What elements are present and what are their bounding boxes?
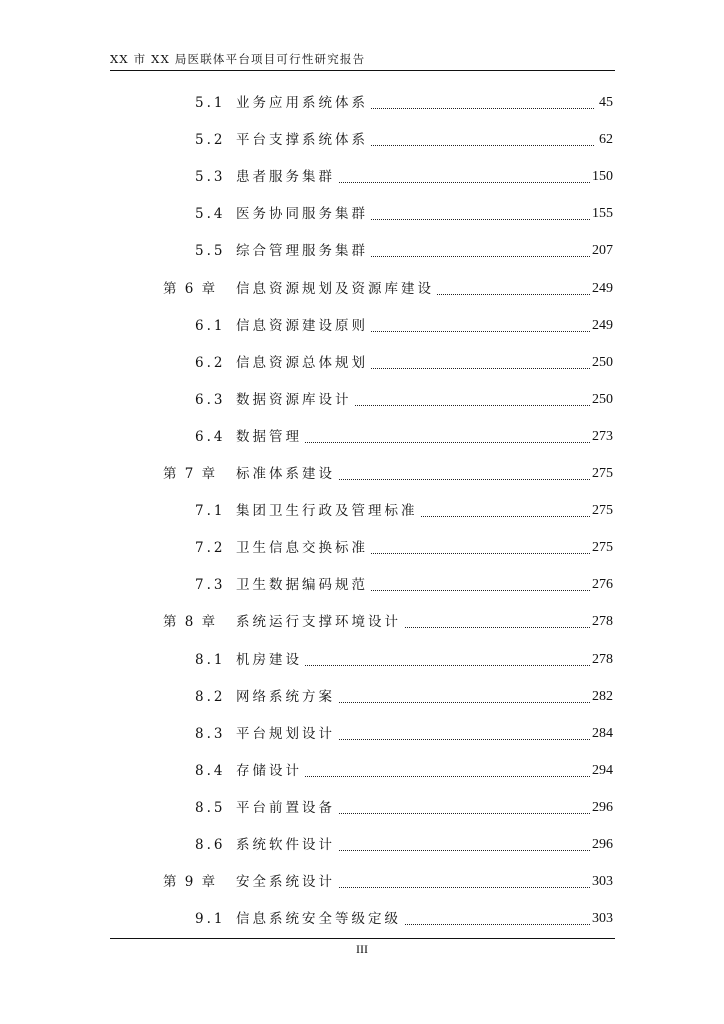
toc-chapter-entry[interactable] <box>0 611 724 633</box>
toc-entry-title: 存储设计 <box>236 760 305 782</box>
toc-section-entry[interactable] <box>0 760 724 782</box>
toc-entry-title: 标准体系建设 <box>236 463 338 485</box>
toc-entry-page: 250 <box>590 389 613 411</box>
toc-entry-number: 6.4 <box>195 428 226 445</box>
toc-entry-page: 275 <box>590 537 613 559</box>
toc-section-entry[interactable] <box>0 203 724 225</box>
toc-entry-title: 平台支撑系统体系 <box>236 129 371 151</box>
toc-entry-page: 207 <box>590 240 613 262</box>
toc-dot-leader <box>300 887 594 888</box>
toc-entry-title: 系统运行支撑环境设计 <box>236 611 404 633</box>
toc-entry-title: 系统软件设计 <box>236 834 338 856</box>
toc-entry-number: 6.3 <box>195 391 226 408</box>
toc-entry-title: 安全系统设计 <box>236 871 338 893</box>
toc-entry-page: 249 <box>590 315 613 337</box>
toc-entry-number: 7.1 <box>195 503 226 520</box>
toc-entry-number: 5.3 <box>195 169 226 186</box>
toc-entry-number: 7.3 <box>195 577 226 594</box>
toc-entry-page: 296 <box>590 834 613 856</box>
toc-entry-title: 医务协同服务集群 <box>236 203 371 225</box>
toc-entry-page: 150 <box>590 166 613 188</box>
toc-entry-title: 机房建设 <box>236 649 305 671</box>
toc-entry-number: 6.2 <box>195 354 226 371</box>
toc-dot-leader <box>300 442 594 443</box>
toc-dot-leader <box>300 479 594 480</box>
toc-entry-page: 278 <box>590 611 613 633</box>
toc-entry-page: 284 <box>590 723 613 745</box>
toc-entry-title: 业务应用系统体系 <box>236 92 371 114</box>
toc-section-entry[interactable] <box>0 797 724 819</box>
toc-dot-leader <box>300 665 594 666</box>
toc-entry-page: 45 <box>597 92 613 114</box>
toc-entry-page: 296 <box>590 797 613 819</box>
toc-entry-number: 8.5 <box>195 799 226 816</box>
page-number: III <box>356 942 368 956</box>
toc-section-entry[interactable] <box>0 908 724 930</box>
toc-entry-page: 303 <box>590 908 613 930</box>
toc-entry-number: 9.1 <box>195 911 226 928</box>
toc-entry-page: 275 <box>590 500 613 522</box>
toc-section-entry[interactable] <box>0 352 724 374</box>
toc-section-entry[interactable] <box>0 500 724 522</box>
toc-entry-title: 信息资源规划及资源库建设 <box>236 278 437 300</box>
toc-section-entry[interactable] <box>0 389 724 411</box>
toc-entry-title: 集团卫生行政及管理标准 <box>236 500 421 522</box>
toc-entry-title: 综合管理服务集群 <box>236 240 371 262</box>
toc-entry-page: 249 <box>590 278 613 300</box>
toc-entry-page: 282 <box>590 686 613 708</box>
toc-entry-page: 303 <box>590 871 613 893</box>
toc-dot-leader <box>300 813 594 814</box>
toc-section-entry[interactable] <box>0 723 724 745</box>
toc-entry-page: 275 <box>590 463 613 485</box>
toc-dot-leader <box>300 739 594 740</box>
toc-entry-title: 卫生信息交换标准 <box>236 537 371 559</box>
toc-entry-number: 第 7 章 <box>163 466 218 482</box>
toc-entry-number: 7.2 <box>195 540 226 557</box>
toc-entry-page: 250 <box>590 352 613 374</box>
toc-entry-number: 第 6 章 <box>163 280 218 297</box>
toc-entry-page: 278 <box>590 649 613 671</box>
toc-entry-page: 294 <box>590 760 613 782</box>
toc-entry-number: 5.2 <box>195 132 226 149</box>
toc-section-entry[interactable] <box>0 129 724 151</box>
toc-entry-title: 网络系统方案 <box>236 686 338 708</box>
toc-entry-number: 第 9 章 <box>163 874 218 891</box>
toc-chapter-entry[interactable] <box>0 463 724 485</box>
toc-entry-title: 患者服务集群 <box>236 166 338 188</box>
toc-chapter-entry[interactable] <box>0 278 724 300</box>
footer-rule <box>110 938 615 939</box>
toc-section-entry[interactable] <box>0 834 724 856</box>
toc-entry-number: 8.1 <box>195 651 226 668</box>
toc-entry-title: 数据管理 <box>236 426 305 448</box>
toc-entry-title: 信息系统安全等级定级 <box>236 908 404 930</box>
toc-section-entry[interactable] <box>0 315 724 337</box>
running-header <box>110 52 615 71</box>
toc-section-entry[interactable] <box>0 686 724 708</box>
toc-dot-leader <box>300 776 594 777</box>
toc-section-entry[interactable] <box>0 166 724 188</box>
toc-entry-number: 8.4 <box>195 762 226 779</box>
toc-entry-page: 62 <box>597 129 613 151</box>
toc-section-entry[interactable] <box>0 240 724 262</box>
toc-entry-title: 平台前置设备 <box>236 797 338 819</box>
toc-entry-title: 平台规划设计 <box>236 723 338 745</box>
toc-dot-leader <box>300 702 594 703</box>
toc-entry-number: 8.3 <box>195 725 226 742</box>
toc-entry-number: 6.1 <box>195 317 226 334</box>
toc-entry-page: 155 <box>590 203 613 225</box>
toc-entry-number: 8.2 <box>195 688 226 705</box>
toc-entry-number: 5.1 <box>195 95 226 111</box>
toc-section-entry[interactable] <box>0 537 724 559</box>
toc-section-entry[interactable] <box>0 649 724 671</box>
toc-entry-page: 273 <box>590 426 613 448</box>
toc-entry-number: 8.6 <box>195 837 226 853</box>
toc-entry-number: 5.4 <box>195 206 226 223</box>
toc-section-entry[interactable] <box>0 426 724 448</box>
toc-chapter-entry[interactable] <box>0 871 724 893</box>
toc-section-entry[interactable] <box>0 574 724 596</box>
toc-entry-title: 数据资源库设计 <box>236 389 355 411</box>
toc-entry-title: 信息资源总体规划 <box>236 352 371 374</box>
toc-entry-title: 信息资源建设原则 <box>236 315 371 337</box>
toc-entry-number: 5.5 <box>195 243 226 260</box>
toc-section-entry[interactable] <box>0 92 724 114</box>
toc-entry-title: 卫生数据编码规范 <box>236 574 371 596</box>
toc-dot-leader <box>300 850 594 851</box>
report-title: XX 市 XX 局医联体平台项目可行性研究报告 <box>110 52 366 66</box>
toc-entry-page: 276 <box>590 574 613 596</box>
toc-entry-number: 第 8 章 <box>163 614 218 631</box>
toc-dot-leader <box>300 182 594 183</box>
